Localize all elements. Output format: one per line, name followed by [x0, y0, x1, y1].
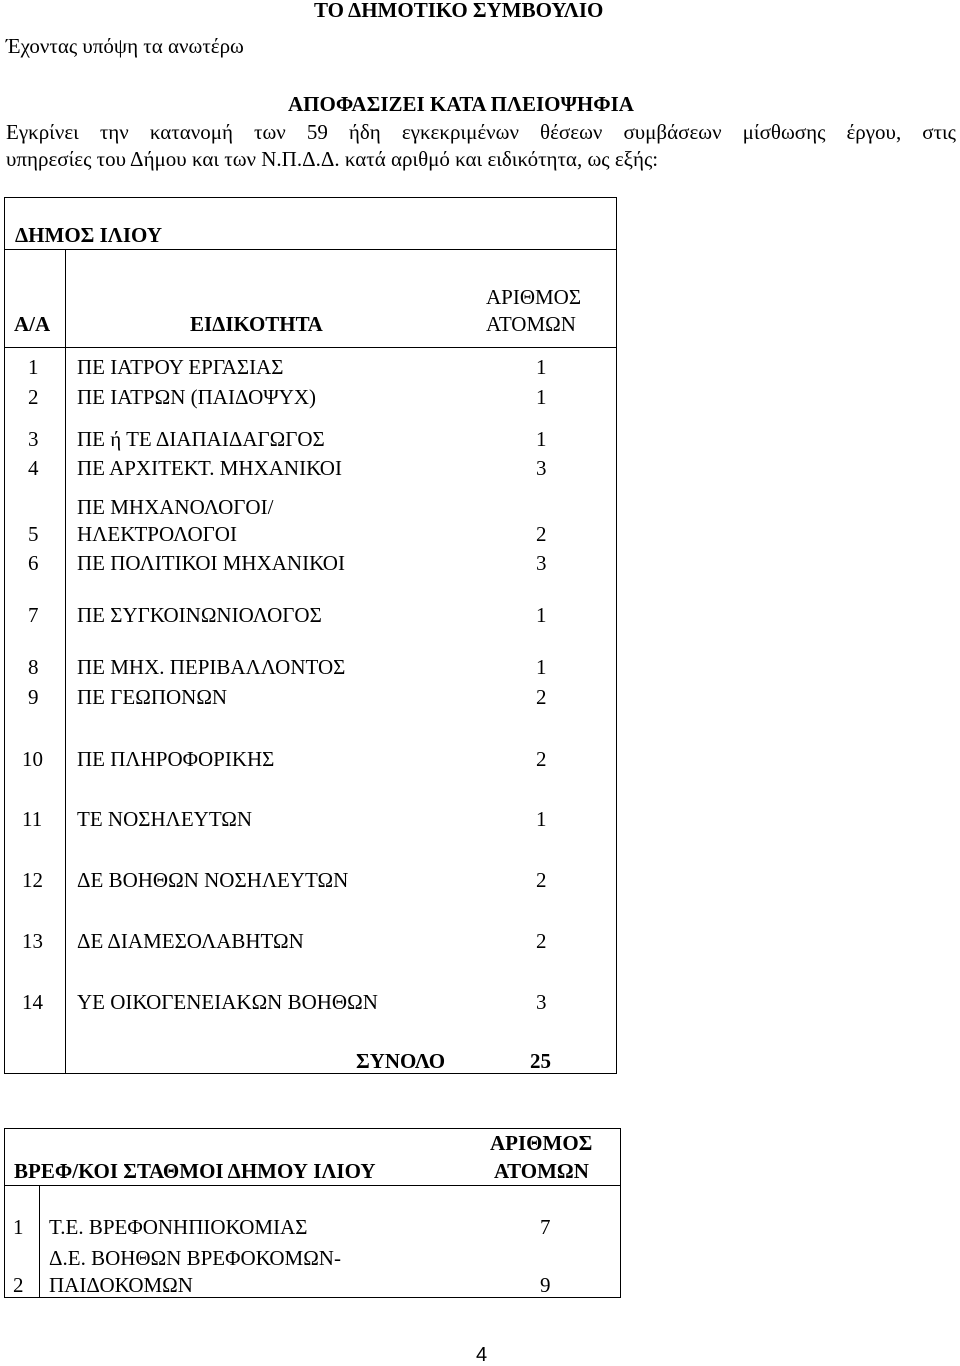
table1-row-aa: 2	[28, 385, 39, 409]
considering-text: Έχοντας υπόψη τα ανωτέρω	[6, 34, 244, 58]
table2-row-specialty: Τ.Ε. ΒΡΕΦΟΝΗΠΙΟΚΟΜΙΑΣ	[49, 1215, 308, 1239]
table1-col-count-line1: ΑΡΙΘΜΟΣ	[486, 285, 582, 309]
table2-row-aa: 1	[13, 1215, 24, 1239]
page-number: 4	[476, 1344, 488, 1366]
table1-row-count: 2	[536, 522, 547, 546]
table1-row-specialty: ΔΕ ΔΙΑΜΕΣΟΛΑΒΗΤΩΝ	[77, 929, 304, 953]
table1-row-aa: 11	[22, 807, 43, 831]
table1-row-aa: 7	[28, 603, 39, 627]
table2-col-count-line1: ΑΡΙΘΜΟΣ	[490, 1131, 593, 1155]
table1-col-aa: Α/Α	[14, 312, 51, 336]
table1-row-aa: 4	[28, 456, 39, 480]
table1-row-specialty: ΥΕ ΟΙΚΟΓΕΝΕΙΑΚΩΝ ΒΟΗΘΩΝ	[77, 990, 378, 1014]
table1-row-aa: 3	[28, 427, 39, 451]
table2-title: ΒΡΕΦ/ΚΟΙ ΣΤΑΘΜΟΙ ΔΗΜΟΥ ΙΛΙΟΥ	[14, 1159, 376, 1183]
table1-total-label: ΣΥΝΟΛΟ	[356, 1049, 446, 1073]
table1-row-count: 2	[536, 747, 547, 771]
table1-row-count: 1	[536, 655, 547, 679]
table2-row-aa: 2	[13, 1273, 24, 1297]
table1-total-value: 25	[530, 1049, 551, 1073]
table1-row-specialty: ΠΕ ΙΑΤΡΩΝ (ΠΑΙΔΟΨΥΧ)	[77, 385, 317, 409]
table1-row-specialty: ΠΕ ΠΟΛΙΤΙΚΟΙ ΜΗΧΑΝΙΚΟΙ	[77, 551, 345, 575]
table1-row-specialty: ΤΕ ΝΟΣΗΛΕΥΤΩΝ	[77, 807, 253, 831]
decision-heading: ΑΠΟΦΑΣΙΖΕΙ ΚΑΤΑ ΠΛΕΙΟΨΗΦΙΑ	[288, 92, 634, 116]
table2-row-specialty: Δ.Ε. ΒΟΗΘΩΝ ΒΡΕΦΟΚΟΜΩΝ-	[49, 1246, 341, 1270]
table1-row-specialty: ΠΕ ΣΥΓΚΟΙΝΩΝΙΟΛΟΓΟΣ	[77, 603, 322, 627]
table1-row-count: 2	[536, 685, 547, 709]
table1-row-aa: 8	[28, 655, 39, 679]
table1-row-count: 2	[536, 868, 547, 892]
table1-row-aa: 9	[28, 685, 39, 709]
table1-row-aa: 13	[22, 929, 43, 953]
table1-row-aa: 14	[22, 990, 43, 1014]
table2-col-count-line2: ΑΤΟΜΩΝ	[494, 1159, 589, 1183]
table1-row-count: 1	[536, 807, 547, 831]
table1-row-specialty: ΠΕ ΙΑΤΡΟΥ ΕΡΓΑΣΙΑΣ	[77, 355, 284, 379]
table1-row-specialty: ΗΛΕΚΤΡΟΛΟΓΟΙ	[77, 522, 237, 546]
table1-row-specialty: ΔΕ ΒΟΗΘΩΝ ΝΟΣΗΛΕΥΤΩΝ	[77, 868, 349, 892]
table1-row-aa: 1	[28, 355, 39, 379]
table1-row-specialty: ΠΕ ΓΕΩΠΟΝΩΝ	[77, 685, 228, 709]
table1-row-aa: 6	[28, 551, 39, 575]
table1-row-count: 1	[536, 603, 547, 627]
table1-row-count: 3	[536, 551, 547, 575]
table2-row-count: 7	[540, 1215, 551, 1239]
table1-row-specialty: ΠΕ ΑΡΧΙΤΕΚΤ. ΜΗΧΑΝΙΚΟΙ	[77, 456, 342, 480]
table1-col-specialty: ΕΙΔΙΚΟΤΗΤΑ	[190, 312, 323, 336]
table1-row-aa: 12	[22, 868, 43, 892]
table1-row-count: 1	[536, 355, 547, 379]
table2-row-count: 9	[540, 1273, 551, 1297]
table1-row-aa: 10	[22, 747, 43, 771]
paragraph-line-1: Εγκρίνει την κατανομή των 59 ήδη εγκεκριμένων θέσεων συμβάσεων μίσθωσης έργου, στις	[6, 120, 956, 144]
table1-row-specialty: ΠΕ ή ΤΕ ΔΙΑΠΑΙΔΑΓΩΓΟΣ	[77, 427, 325, 451]
paragraph-line-2: υπηρεσίες του Δήμου και των Ν.Π.Δ.Δ. κατά αριθμό και ειδικότητα, ως εξής:	[6, 147, 659, 171]
table1-row-count: 3	[536, 456, 547, 480]
table1-row-count: 2	[536, 929, 547, 953]
table1-row-specialty: ΠΕ ΠΛΗΡΟΦΟΡΙΚΗΣ	[77, 747, 275, 771]
table1-row-specialty: ΠΕ ΜΗΧΑΝΟΛΟΓΟΙ/	[77, 495, 274, 519]
table1-row-aa: 5	[28, 522, 39, 546]
council-heading: ΤΟ ΔΗΜΟΤΙΚΟ ΣΥΜΒΟΥΛΙΟ	[314, 0, 604, 22]
table1-title: ΔΗΜΟΣ ΙΛΙΟΥ	[15, 223, 162, 247]
table1-row-specialty: ΠΕ ΜΗΧ. ΠΕΡΙΒΑΛΛΟΝΤΟΣ	[77, 655, 346, 679]
table1-col-count-line2: ΑΤΟΜΩΝ	[486, 312, 576, 336]
table1-row-count: 1	[536, 427, 547, 451]
table1-row-count: 1	[536, 385, 547, 409]
table1-row-count: 3	[536, 990, 547, 1014]
table2-row-specialty: ΠΑΙΔΟΚΟΜΩΝ	[49, 1273, 193, 1297]
